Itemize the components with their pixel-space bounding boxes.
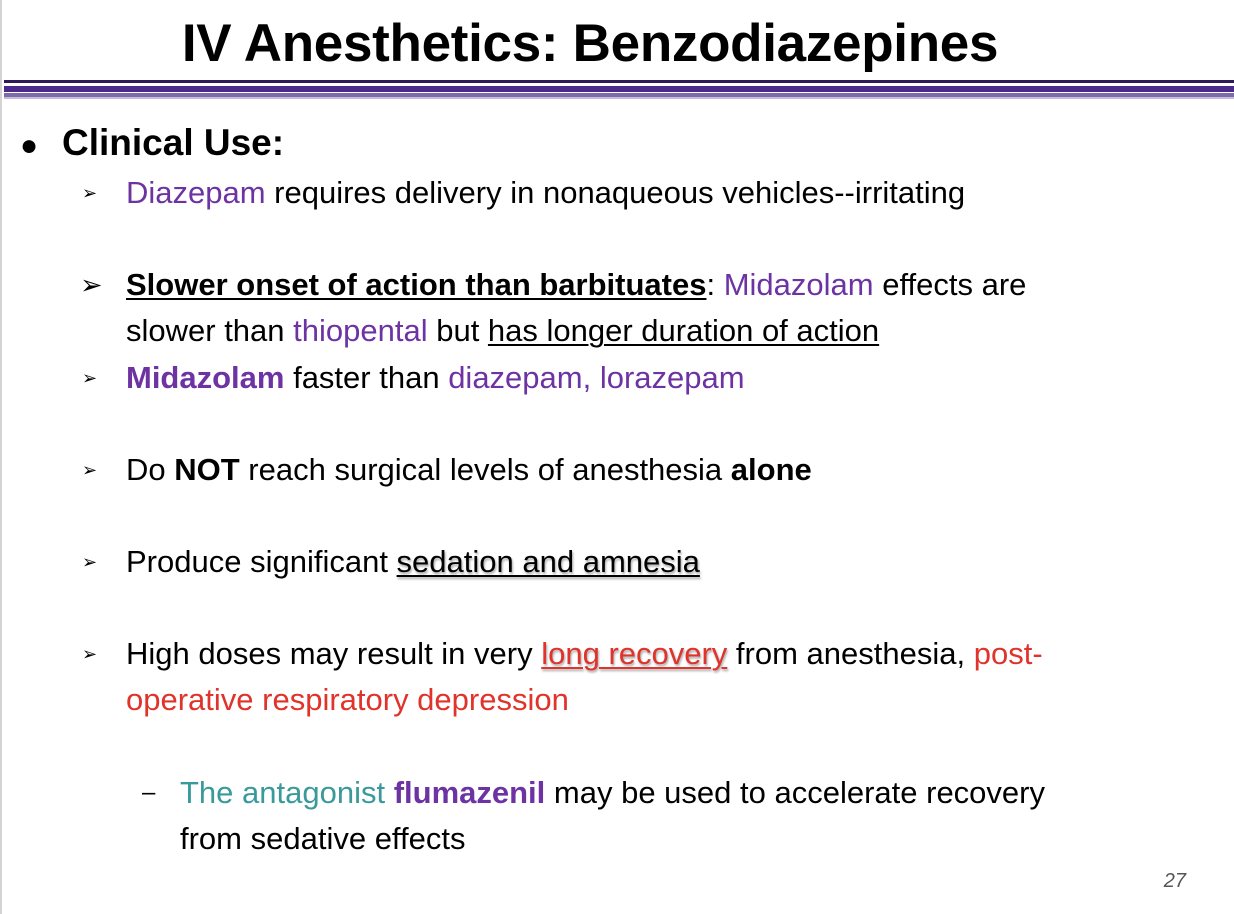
onset-colon: : <box>706 267 716 302</box>
drug-flumazenil: flumazenil <box>393 775 546 810</box>
surgical-alone: alone <box>730 452 812 487</box>
section-heading <box>20 119 284 170</box>
onset-space <box>715 267 724 302</box>
bullet-dot-icon: ● <box>20 129 39 162</box>
bullet-onset-line2 <box>126 312 879 350</box>
flumazenil-pre: The antagonist <box>180 775 394 810</box>
bullet-recovery-line1 <box>126 635 1043 673</box>
recovery-mid: from anesthesia, <box>727 636 974 671</box>
bullet-onset-line1 <box>126 266 1026 304</box>
flumazenil-text: may be used to accelerate recovery <box>545 775 1045 810</box>
recovery-post: post- <box>973 636 1043 671</box>
bullet-surgical <box>126 451 812 489</box>
arrow-bullet-icon: ➢ <box>82 368 98 388</box>
onset-line2-start: slower than <box>126 313 294 348</box>
onset-text: effects are <box>873 267 1027 302</box>
title-rule-top <box>4 80 1234 83</box>
sedation-pre: Produce significant <box>126 544 397 579</box>
arrow-bullet-icon: ➢ <box>82 183 98 203</box>
recovery-pre: High doses may result in very <box>126 636 542 671</box>
arrow-bullet-icon: ➢ <box>80 270 103 300</box>
recovery-long: long recovery <box>541 636 728 671</box>
section-heading-text: Clinical Use: <box>62 122 285 163</box>
sedation-amnesia: sedation and amnesia <box>396 544 700 579</box>
diazepam-text: requires delivery in nonaqueous vehicles--irritating <box>265 175 966 210</box>
bullet-sedation <box>126 543 700 581</box>
onset-duration: has longer duration of action <box>487 313 880 348</box>
dash-bullet-icon: – <box>142 779 156 806</box>
surgical-text: reach surgical levels of anesthesia <box>239 452 731 487</box>
surgical-not: NOT <box>174 452 240 487</box>
drug-diazepam: Diazepam <box>126 175 266 210</box>
slide-left-edge <box>0 0 2 914</box>
arrow-bullet-icon: ➢ <box>82 552 98 572</box>
drug-thiopental: thiopental <box>293 313 428 348</box>
subbullet-flumazenil-line1 <box>180 774 1045 812</box>
onset-but: but <box>427 313 488 348</box>
bullet-recovery-line2: operative respiratory depression <box>126 682 569 717</box>
drug-midazolam: Midazolam <box>723 267 874 302</box>
drug-midazolam-bold: Midazolam <box>126 360 285 395</box>
slide-title: IV Anesthetics: Benzodiazepines <box>181 14 999 73</box>
arrow-bullet-icon: ➢ <box>82 644 98 664</box>
bullet-midazolam <box>126 359 745 397</box>
arrow-bullet-icon: ➢ <box>82 460 98 480</box>
surgical-pre: Do <box>126 452 175 487</box>
subbullet-flumazenil-line2: from sedative effects <box>180 821 466 856</box>
onset-heading: Slower onset of action than barbituates <box>126 267 707 302</box>
bullet-diazepam <box>126 174 965 212</box>
title-rule-main <box>4 86 1234 92</box>
midazolam-text: faster than <box>284 360 449 395</box>
drugs-diazepam-lorazepam: diazepam, lorazepam <box>448 360 745 395</box>
page-number: 27 <box>1163 870 1186 892</box>
title-rule-fade <box>4 97 1234 99</box>
